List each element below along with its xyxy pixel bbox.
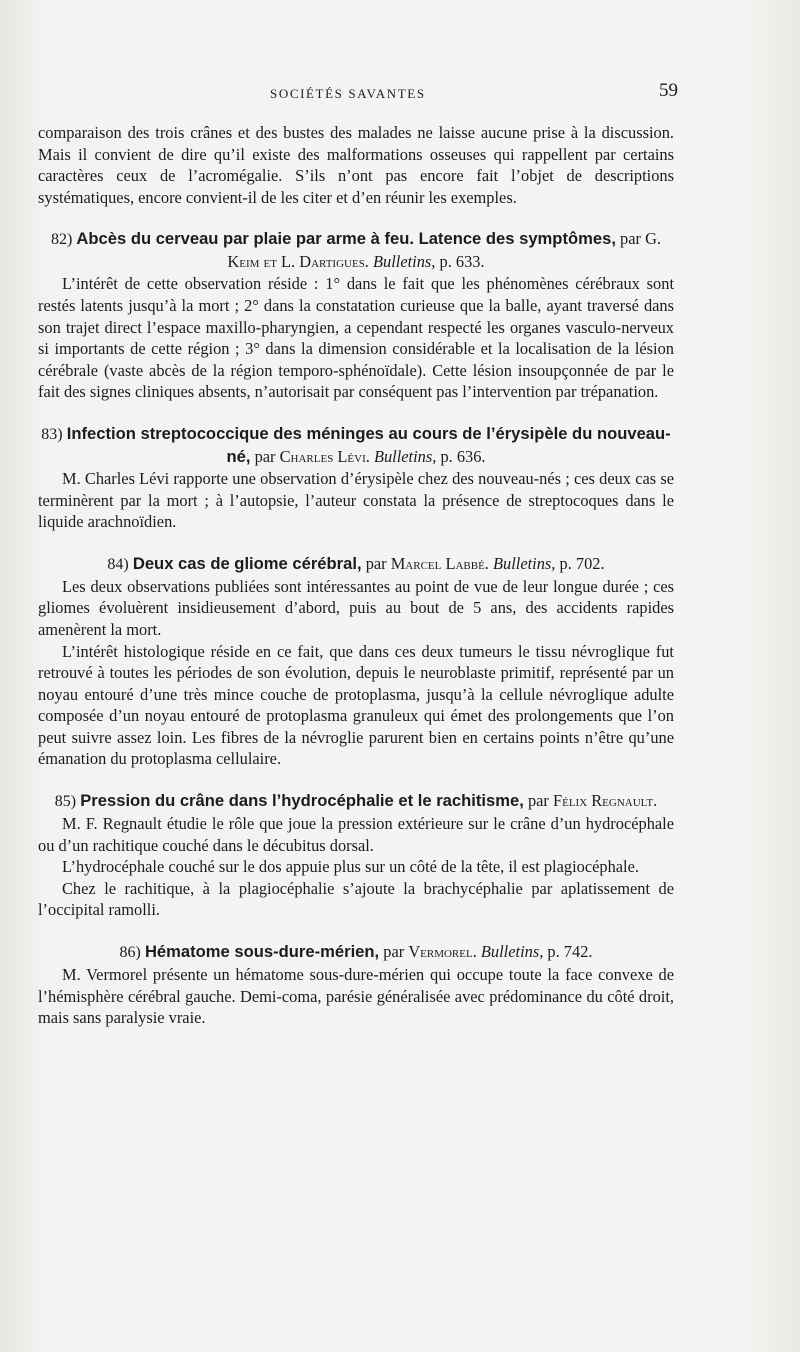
entry-paragraph: L’intérêt histologique réside en ce fait, que dans ces deux tumeurs le tissu névroglique fut retrouvé à toutes les périodes de son évolution, depuis le neuroblaste primitif, représenté par un noyau entouré d’une très mince couche de protoplasma, jusqu’à la cellule névroglique adulte composée d’un noyau entouré de protoplasma granuleux qui émet des prolongements que l’on peut suivre assez loin. Les fibres de la névroglie parurent bien en certains points n’être qu’une émanation du protoplasma cellulaire. <box>38 641 674 769</box>
entry-paragraph: Chez le rachitique, à la plagiocéphalie s’ajoute la brachycéphalie par aplatissement de l’occipital ramolli. <box>38 878 674 920</box>
entry-paragraph: M. Vermorel présente un hématome sous-dure-mérien qui occupe toute la face convexe de l’hémisphère cérébral gauche. Demi-coma, parésie généralisée avec prédominance du côté droit, mais sans paralysie vraie. <box>38 965 674 1028</box>
intro-paragraph: comparaison des trois crânes et des bustes des malades ne laisse aucune prise à la discussion. Mais il convient de dire qu’il existe des malformations osseuses qui rappellent par certains caractères ceux de l’acromégalie. S’ils n’ont pas encore fait l’objet de descriptions systématiques, encore convient-il de les citer et d’en réunir les exemples. <box>38 123 674 207</box>
entry-page: p. 636. <box>440 446 486 466</box>
entry-number: 83) <box>41 425 63 443</box>
entry-source: Bulletins, <box>480 942 544 962</box>
entry-title: Deux cas de gliome cérébral, <box>132 553 362 573</box>
entry-86 <box>38 941 674 1029</box>
entry-source: Bulletins, <box>373 446 437 466</box>
entry-title: Pression du crâne dans l’hydrocéphalie et le rachitisme, <box>80 791 524 811</box>
entry-paragraph: M. Charles Lévi rapporte une observation d’érysipèle chez des nouveau-nés ; ces deux cas se terminèrent par la mort ; à l’autopsie, l’auteur constata la présence de streptocoques dans le liquide arachnoïdien. <box>38 468 674 532</box>
entry-source: Bulletins, <box>493 553 556 573</box>
entry-authors: Marcel Labbé. <box>390 553 489 573</box>
entry-heading <box>38 423 674 468</box>
running-title: SOCIÉTÉS SAVANTES <box>270 86 426 101</box>
entry-title: Abcès du cerveau par plaie par arme à feu. Latence des symptômes, <box>76 229 616 249</box>
entry-title: Infection streptococcique des méninges au cours de l’érysipèle du nouveau-né, <box>66 423 671 466</box>
entry-authors: Charles Lévi. <box>279 446 370 466</box>
entry-page: p. 633. <box>439 252 485 272</box>
entry-82 <box>38 228 674 403</box>
entry-by: par <box>527 791 549 811</box>
entry-heading <box>38 941 674 964</box>
entry-83 <box>38 423 674 533</box>
entry-number: 84) <box>107 555 129 573</box>
entry-by: par <box>365 553 387 573</box>
entry-paragraph: M. F. Regnault étudie le rôle que joue la pression extérieure sur le crâne d’un hydrocéphale ou d’un rachitique couché dans le décubitus dorsal. <box>38 814 674 855</box>
entry-number: 82) <box>50 231 73 249</box>
entry-number: 86) <box>119 944 141 962</box>
page-body <box>38 122 674 1029</box>
entry-by: par <box>620 229 641 249</box>
entry-heading <box>38 790 674 813</box>
entry-paragraph: L’intérêt de cette observation réside : 1° dans le fait que les phénomènes cérébraux sont restés latents jusqu’à la mort ; 2° dans la constatation curieuse que la balle, ayant traversé dans son trajet direct l’espace maxillo-pharyngien, a cependant respecté les organes vasculo-nerveux si importants de cette région ; 3° dans la dimension considérable et la localisation de la lésion cérébrale (vaste abcès de la région temporo-sphénoïdale). Cette lésion insoupçonnée de par le fait des signes cliniques absents, n’autorisait par conséquent pas l’intervention par trépanation. <box>38 274 674 402</box>
entry-heading <box>38 228 674 273</box>
entry-by: par <box>383 942 405 962</box>
entry-source: Bulletins, <box>373 252 436 272</box>
entry-by: par <box>254 446 276 466</box>
entry-84 <box>38 553 674 770</box>
entry-paragraph: L’hydrocéphale couché sur le dos appuie plus sur un côté de la tête, il est plagiocéphale. <box>62 857 639 877</box>
page-number: 59 <box>659 80 678 101</box>
page-header <box>38 80 678 110</box>
entry-page: p. 702. <box>559 553 605 573</box>
entry-85 <box>38 790 674 921</box>
entry-title: Hématome sous-dure-mérien, <box>144 942 380 962</box>
entry-authors: Félix Regnault. <box>552 791 658 811</box>
entry-heading <box>38 553 674 576</box>
entry-page: p. 742. <box>547 942 593 962</box>
entry-paragraph: Les deux observations publiées sont intéressantes au point de vue de leur longue durée ; ces gliomes évoluèrent insidieusement d’abord, puis au bout de 5 ans, des accidents rapides amenèrent la mort. <box>38 576 674 639</box>
entry-authors: Vermorel. <box>408 942 477 962</box>
entry-number: 85) <box>54 793 77 811</box>
entry-authors: G. Keim et L. Dartigues. <box>227 229 662 272</box>
